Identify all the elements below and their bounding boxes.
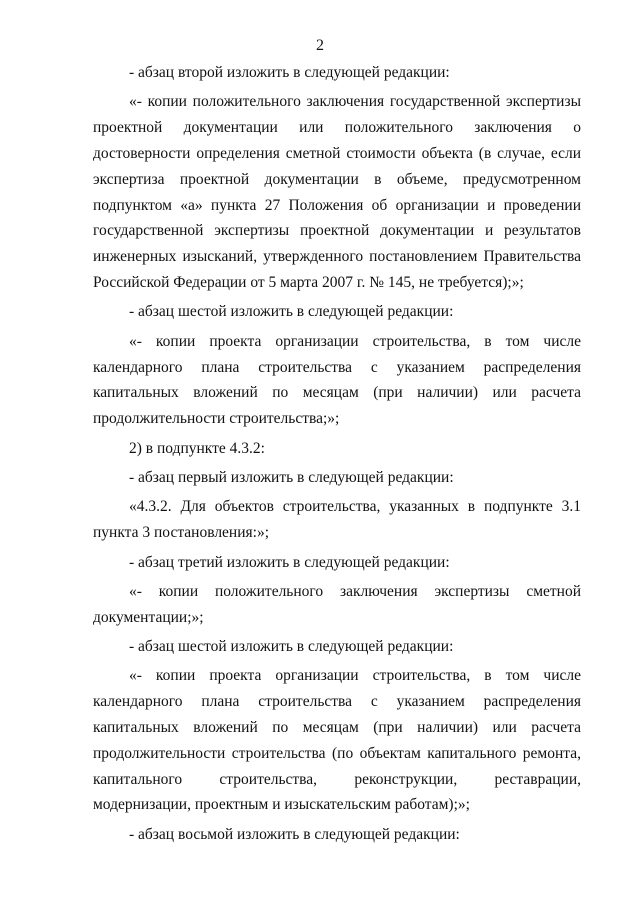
paragraph: «4.3.2. Для объектов строительства, указанных в подпункте 3.1 пункта 3 постановления:»; xyxy=(93,498,581,542)
paragraph: - абзац первый изложить в следующей редакции: xyxy=(129,468,454,486)
paragraph: «- копии проекта организации строительства, в том числе календарного плана строительства с указанием распределения капитальных вложений по месяцам (при наличии) или расчета продолжительности строительства (по объектам капитального ремонта, капитального строительства, реконструкции, реставрации, модернизации, проектным и изыскательским работам);»; xyxy=(93,667,581,814)
document-body xyxy=(93,60,581,851)
paragraph: - абзац восьмой изложить в следующей редакции: xyxy=(129,825,460,843)
paragraph: - абзац шестой изложить в следующей редакции: xyxy=(129,303,454,321)
paragraph: «- копии положительного заключения государственной экспертизы проектной документации или положительного заключения о достоверности определения сметной стоимости объекта (в случае, если экспертиза проектной документации в объеме, предусмотренном подпунктом «а» пункта 27 Положения об организации и проведении государственной экспертизы проектной документации и результатов инженерных изысканий, утвержденного постановлением Правительства Российской Федерации от 5 марта 2007 г. № 145, не требуется);»; xyxy=(93,93,581,291)
paragraph: «- копии проекта организации строительства, в том числе календарного плана строительства с указанием распределения капитальных вложений по месяцам (при наличии) или расчета продолжительности строительства;»; xyxy=(93,332,581,428)
paragraph: 2) в подпункте 4.3.2: xyxy=(129,439,265,457)
paragraph: - абзац третий изложить в следующей редакции: xyxy=(129,553,450,571)
paragraph: - абзац шестой изложить в следующей редакции: xyxy=(129,638,454,656)
paragraph: - абзац второй изложить в следующей редакции: xyxy=(129,64,450,81)
paragraph: «- копии положительного заключения экспертизы сметной документации;»; xyxy=(93,582,581,626)
page-number: 2 xyxy=(316,37,324,54)
